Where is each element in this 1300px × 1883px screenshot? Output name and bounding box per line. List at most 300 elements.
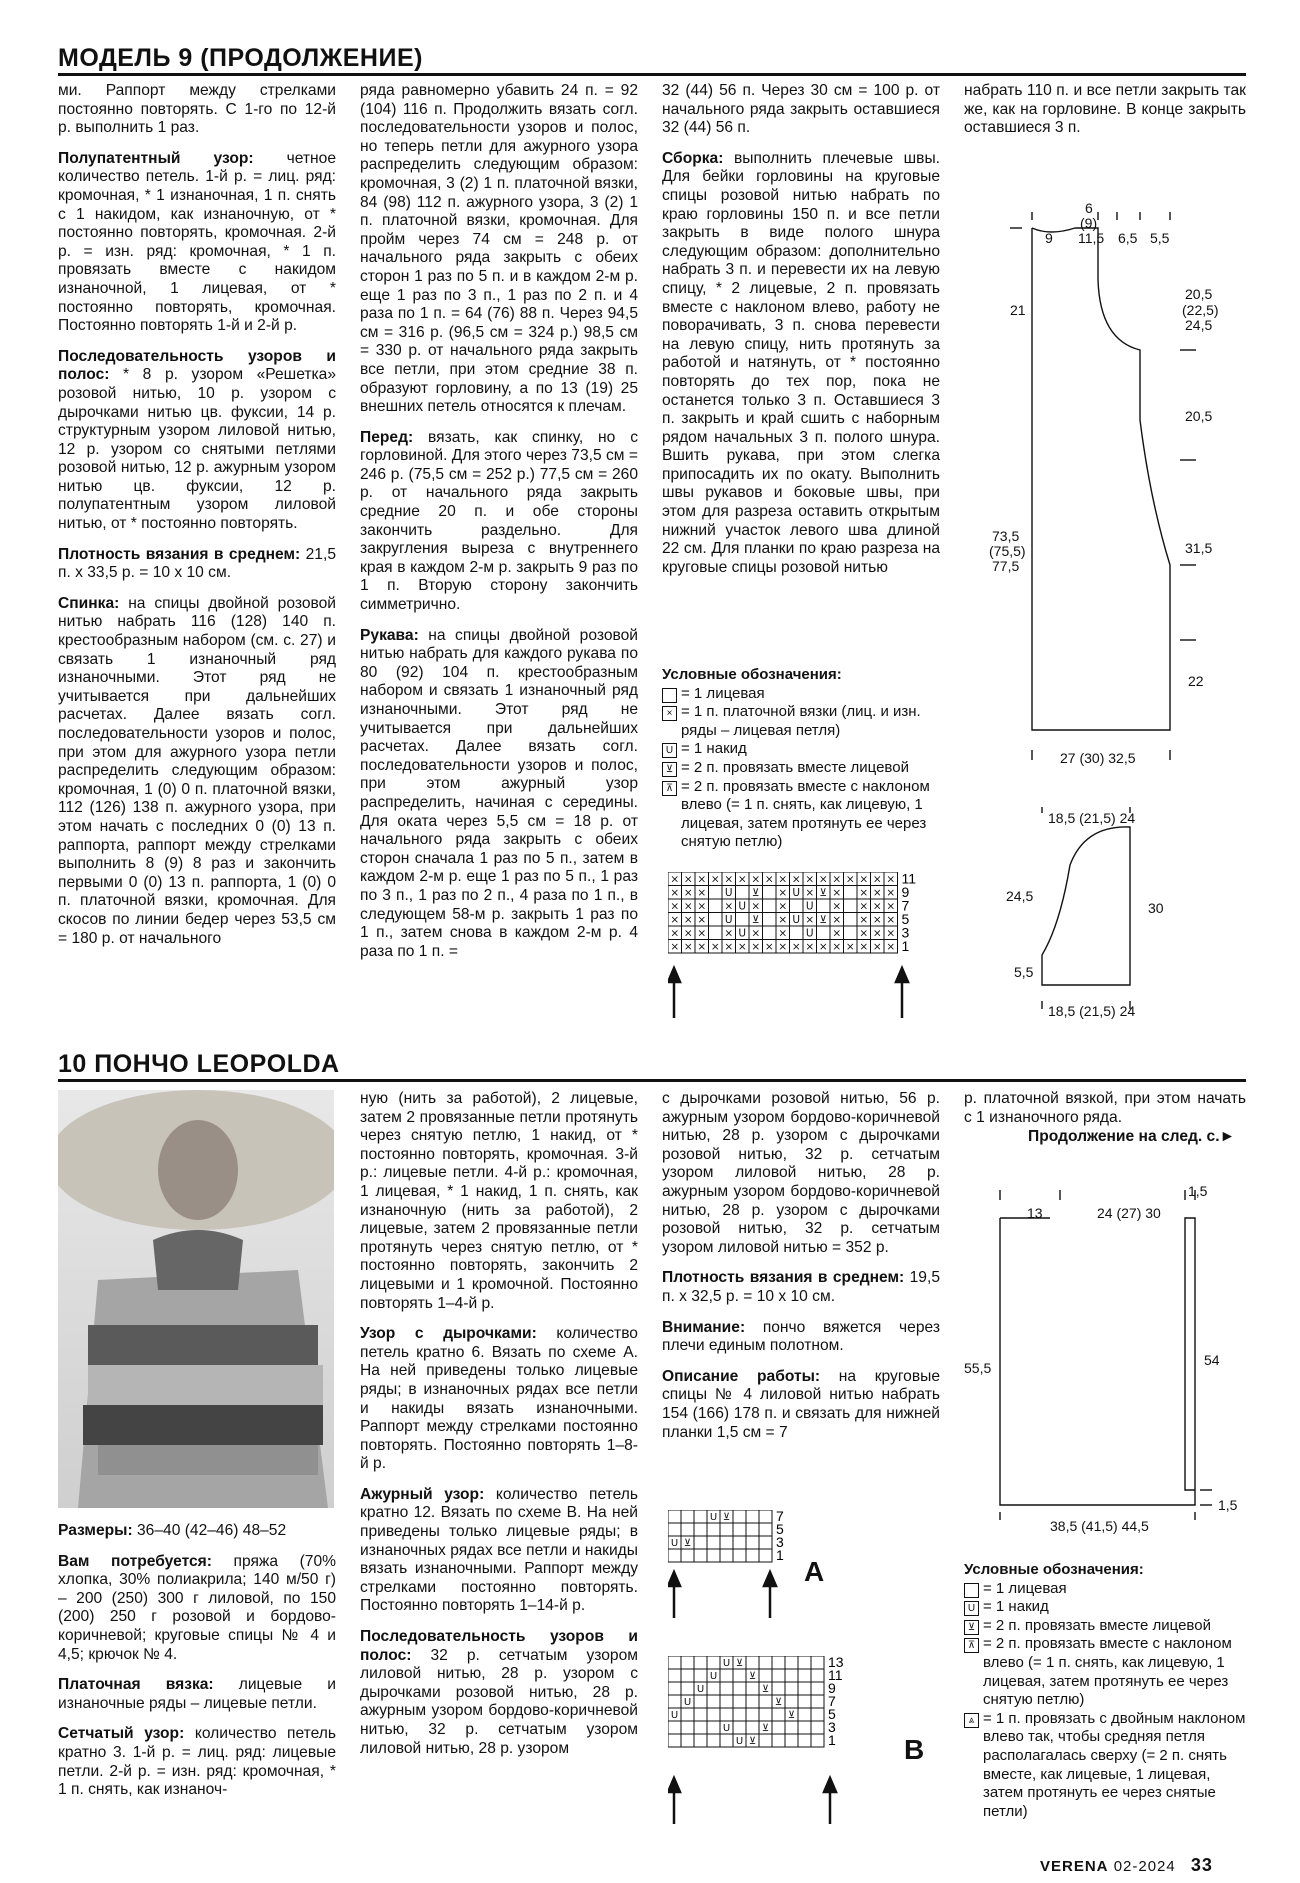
chart-cell — [790, 899, 804, 913]
model9-column-1 — [58, 82, 336, 960]
sleeve-right-dim: 30 — [1148, 900, 1164, 916]
chart-symbol: U — [724, 887, 733, 899]
chart-cell — [733, 1721, 746, 1734]
poncho-dim-13: 13 — [1027, 1205, 1043, 1221]
legend-text: = 1 лицевая — [681, 684, 765, 702]
chart-cell — [844, 886, 858, 900]
paragraph-text: * 8 р. узором «Решетка» розовой нитью, 10 р. узором с дырочками нитью цв. фуксии, 14 р. структурным узором лиловой нитью, 12 р. узором со снятыми петлями розовой нитью, 12 р. ажурным узором нитью цв. фуксии, 12 р. полупатентным узором лиловой нитью, от * постоянно повторять. — [58, 366, 336, 533]
chart-symbol: ⊻ — [787, 1710, 796, 1721]
legend-symbol-icon: × — [662, 706, 677, 721]
chart-symbol: × — [832, 927, 842, 940]
chart-symbol: × — [886, 927, 896, 940]
model10-col1-paragraph-2 — [58, 1676, 336, 1713]
chart-cell — [772, 1669, 785, 1682]
paragraph-heading: Последовательность узоров и полос: — [360, 1628, 638, 1664]
legend-symbol-icon — [662, 688, 677, 703]
poncho-schematic — [960, 1180, 1250, 1520]
dim-5-5: 5,5 — [1150, 230, 1170, 246]
paragraph-text: количество петель кратно 3. 1-й р. = лиц. ряд: лицевые петли. 2-й р. = изн. ряд: кромочная, * 1 п. снять, как изнаноч- — [58, 1725, 337, 1799]
dim-9-paren: (9) — [1080, 215, 1098, 231]
chart-symbol: × — [818, 873, 828, 886]
paragraph-heading: Рукава: — [360, 626, 419, 644]
chart-symbol: × — [670, 900, 680, 913]
model10-col3-paragraph-0 — [662, 1090, 940, 1257]
poncho-dim-bottom: 38,5 (41,5) 44,5 — [1050, 1518, 1149, 1534]
chart-symbol: × — [710, 941, 720, 953]
dim-75-5: (75,5) — [989, 543, 1026, 559]
legend-title-2: Условные обозначения: — [964, 1561, 1144, 1578]
poncho-outline — [1000, 1218, 1195, 1505]
chart-symbol: × — [859, 873, 869, 886]
chart-cell — [681, 1682, 694, 1695]
chart-symbol: × — [872, 914, 882, 926]
chart-symbol: × — [886, 941, 896, 953]
chart-cell — [733, 1510, 746, 1523]
chart-symbol: × — [764, 873, 774, 886]
chart-cell — [707, 1721, 720, 1734]
model10-col4-paragraph-0 — [964, 1090, 1246, 1127]
chart-cell — [707, 1682, 720, 1695]
chart-symbol: × — [832, 941, 842, 953]
chart-cell — [746, 1708, 759, 1721]
paragraph-text: пончо вяжется через плечи единым полотном. — [662, 1318, 940, 1355]
continue-note: Продолжение на след. с.► — [1028, 1128, 1235, 1145]
chart-symbol: × — [886, 914, 896, 926]
chart-row-label: 11 — [901, 872, 917, 887]
chart-cell — [746, 1523, 759, 1536]
legend-text: = 1 лицевая — [983, 1579, 1067, 1597]
chart-cell — [694, 1721, 707, 1734]
repeat-arrow-right-head — [896, 968, 908, 982]
chart-a-label: A — [804, 1556, 825, 1587]
chart-cell — [681, 1523, 694, 1536]
model10-col3-paragraph-2 — [662, 1319, 940, 1356]
chart-symbol: × — [805, 914, 815, 926]
paragraph-heading: Перед: — [360, 428, 414, 446]
chart-cell — [763, 926, 777, 940]
legend-item — [662, 740, 942, 759]
chart-symbol: × — [697, 914, 707, 926]
chart-symbol: U — [738, 927, 747, 940]
model9-col1-paragraph-1 — [58, 150, 336, 336]
chart-cell — [694, 1734, 707, 1747]
chart-cell — [785, 1721, 798, 1734]
chart-cell — [681, 1734, 694, 1747]
chart-symbol: U — [696, 1684, 705, 1695]
poncho-dim-54: 54 — [1204, 1352, 1220, 1368]
chart-row-label: 3 — [828, 1719, 836, 1735]
model10-column-3 — [662, 1090, 940, 1454]
chart-cell — [844, 913, 858, 927]
chart-symbol: × — [832, 914, 842, 926]
chart-row-label: 7 — [828, 1693, 836, 1709]
chart-row-label: 7 — [776, 1510, 784, 1524]
footer — [1040, 1855, 1213, 1876]
chart-cell — [707, 1536, 720, 1549]
chart-symbol: × — [886, 873, 896, 886]
chart-symbol: ⊻ — [683, 1538, 692, 1549]
legend-symbol-icon: U — [662, 743, 677, 758]
model9-column-3 — [662, 82, 940, 589]
dim-24-5: 24,5 — [1185, 317, 1213, 333]
paragraph-heading: Размеры: — [58, 1522, 133, 1539]
chart-cell — [772, 1708, 785, 1721]
paragraph-heading: Описание работы: — [662, 1367, 821, 1385]
dim-20-5-b: 20,5 — [1185, 408, 1213, 424]
model10-legend — [964, 1561, 1246, 1821]
model10-column-2 — [360, 1090, 638, 1770]
model9-col2-paragraph-1 — [360, 429, 638, 615]
chart-symbol: × — [778, 927, 788, 940]
model9-col1-paragraph-3 — [58, 546, 336, 583]
chart-cell — [668, 1734, 681, 1747]
chart-cell — [785, 1695, 798, 1708]
legend-text: = 2 п. провязать вместе лицевой — [983, 1616, 1211, 1634]
legend-item — [964, 1580, 1246, 1599]
chart-cell — [746, 1695, 759, 1708]
body-outline — [1032, 228, 1170, 730]
chart-symbol: × — [670, 914, 680, 926]
chart-cell — [759, 1734, 772, 1747]
model9-col1-paragraph-4 — [58, 595, 336, 948]
chart-symbol: ⊻ — [819, 887, 828, 899]
paragraph-text: пряжа (70% хлопка, 30% полиакрила; 140 м/50 г) – 200 (250) 300 г лиловой, по 150 (200) 250 г розовой и бордово-коричневой; круговые спицы № 4 и 4,5; крючок № 4. — [58, 1552, 337, 1663]
chart-cell — [759, 1708, 772, 1721]
chart-cell — [694, 1536, 707, 1549]
chart-cell — [694, 1708, 707, 1721]
chart-row-label: 7 — [901, 897, 910, 914]
chart-symbol: × — [683, 900, 693, 913]
paragraph-text: с дырочками розовой нитью, 56 р. ажурным узором бордово-коричневой нитью, 28 р. узором с дырочками розовой нитью, 32 р. сетчатым узором лиловой нитью, 28 р. ажурным узором бордово-коричневой нитью, 28 р. узором с дырочками розовой нитью, 32 р. сетчатым узором лиловой нитью = 352 р. — [662, 1090, 940, 1256]
model9-column-4 — [964, 82, 1246, 150]
chart-symbol: × — [791, 941, 801, 953]
chart-symbol: ⊻ — [761, 1684, 770, 1695]
chart-cell — [759, 1536, 772, 1549]
model10-col1-paragraph-1 — [58, 1553, 336, 1665]
chart-cell — [720, 1549, 733, 1562]
chart-cell — [811, 1721, 824, 1734]
chart-cell — [707, 1549, 720, 1562]
chart-cell — [694, 1510, 707, 1523]
legend-item — [662, 703, 942, 740]
chart-cell — [772, 1721, 785, 1734]
chart-symbol: × — [697, 927, 707, 940]
chart-symbol: × — [832, 873, 842, 886]
chart-cell — [733, 1695, 746, 1708]
chart-symbol: ⊻ — [751, 887, 760, 899]
chart-b-label: B — [904, 1734, 925, 1765]
chart-cell — [759, 1523, 772, 1536]
chart-cell — [707, 1656, 720, 1669]
chart-symbol: U — [735, 1736, 744, 1747]
chart-cell — [709, 886, 723, 900]
dim-6-5: 6,5 — [1118, 230, 1138, 246]
paragraph-heading: Внимание: — [662, 1318, 746, 1336]
chart-symbol: U — [792, 914, 801, 926]
chart-symbol: × — [845, 941, 855, 953]
model9-col4-paragraph-0 — [964, 82, 1246, 138]
chart-cell — [763, 899, 777, 913]
model9-stitch-chart — [668, 872, 928, 1022]
chart-symbol: × — [805, 873, 815, 886]
chart-symbol: × — [724, 927, 734, 940]
legend-symbol-icon: U — [964, 1601, 979, 1616]
chart-symbol: U — [709, 1512, 718, 1523]
chart-symbol: × — [859, 887, 869, 899]
chart-symbol: × — [683, 887, 693, 899]
legend-symbol-icon — [964, 1583, 979, 1598]
chart-symbol: U — [722, 1723, 731, 1734]
model10-col2-paragraph-2 — [360, 1486, 638, 1616]
paragraph-text: 36–40 (42–46) 48–52 — [132, 1522, 287, 1539]
chart-cell — [707, 1734, 720, 1747]
chart-symbol: × — [872, 873, 882, 886]
chart-cell — [759, 1669, 772, 1682]
chart-cell — [759, 1695, 772, 1708]
chart-cell — [720, 1669, 733, 1682]
model9-body-schematic — [1000, 200, 1200, 770]
chart-row-label: 1 — [828, 1732, 836, 1748]
chart-cell — [681, 1708, 694, 1721]
chart-symbol: × — [778, 900, 788, 913]
chart-row-label: 3 — [901, 924, 910, 941]
chart-cell — [707, 1708, 720, 1721]
chart-symbol: × — [737, 941, 747, 953]
model9-col2-paragraph-0 — [360, 82, 638, 417]
chart-cell — [746, 1549, 759, 1562]
chart-symbol: × — [670, 927, 680, 940]
chart-cell — [694, 1695, 707, 1708]
chart-symbol: ⊻ — [748, 1671, 757, 1682]
chart-symbol: × — [751, 900, 761, 913]
chart-symbol: U — [738, 900, 747, 913]
chart-symbol: × — [697, 941, 707, 953]
chart-cell — [811, 1669, 824, 1682]
legend-item — [662, 778, 942, 852]
legend-symbol-icon: ⊻ — [662, 762, 677, 777]
chart-cell — [746, 1656, 759, 1669]
paragraph-text: на спицы двойной розовой нитью набрать для каждого рукава по 80 (92) 104 п. крестообразным набором и связать 1 изнаночный ряд изнаночными. Этот ряд не учитывается при дальнейших расчетах. Далее вязать согл. последовательности узоров и полос, при этом ажурный узор распределить, начиная с середины. Для оката через 5,5 см = 18 р. от начального ряда закрыть с обеих сторон сначала 1 раз по 5 п., затем в каждом 2-м р. еще 1 раз по 5 п., 1 раз по 3 п., 1 раз по 2 п., 4 раза по 1 п., в следующем 58-м р. закрыть 1 раз по 1 п., затем снова в каждом 2-м р. 4 раза по 1 п. = — [360, 626, 638, 960]
chart-symbol: × — [751, 927, 761, 940]
chart-symbol: × — [751, 941, 761, 953]
chart-symbol: × — [872, 887, 882, 899]
chart-cell — [720, 1523, 733, 1536]
chart-cell — [709, 926, 723, 940]
paragraph-heading: Полупатентный узор: — [58, 149, 254, 167]
chart-symbol: ⊻ — [722, 1512, 731, 1523]
chart-symbol: U — [722, 1658, 731, 1669]
section-title-model10: 10 ПОНЧО LEOPOLDA — [58, 1050, 340, 1078]
model10-col2-paragraph-3 — [360, 1628, 638, 1758]
chart-cell — [720, 1682, 733, 1695]
chart-row-label: 11 — [828, 1667, 843, 1683]
chart-cell — [681, 1721, 694, 1734]
chart-symbol: × — [778, 873, 788, 886]
chart-symbol: U — [709, 1671, 718, 1682]
legend-item — [662, 759, 942, 778]
paragraph-text: ми. Раппорт между стрелками постоянно повторять. С 1-го по 12-й р. выполнить 1 раз. — [58, 82, 336, 137]
chart-cell — [681, 1656, 694, 1669]
chart-symbol: × — [859, 941, 869, 953]
paragraph-heading: Сетчатый узор: — [58, 1725, 185, 1743]
legend-text: = 1 п. платочной вязки (лиц. и изн. ряды – лицевая петля) — [681, 703, 921, 739]
chart-cell — [668, 1510, 681, 1523]
legend-item — [964, 1710, 1246, 1822]
paragraph-heading: Узор с дырочками: — [360, 1325, 537, 1343]
paragraph-text: ную (нить за работой), 2 лицевые, затем 2 провязанные петли протянуть через снятую петлю, 1 накид, от * постоянно повторять, кромочная. 3-й р.: лицевые петли. 4-й р.: кромочная, 1 лицевая, * 1 накид, 1 п. снять, как изнаночную (нить за работой), 2 лицевые, затем 2 провязанные петли протянуть через снятую петлю, от * постоянно повторять, закончить 2 лицевыми и 1 кромочной. Постоянно повторять 1–4-й р. — [360, 1090, 638, 1312]
chart-symbol: × — [872, 927, 882, 940]
chart-cell — [694, 1656, 707, 1669]
legend-title: Условные обозначения: — [662, 666, 842, 683]
chart-cell — [759, 1656, 772, 1669]
chart-cell — [720, 1734, 733, 1747]
paragraph-text: количество петель кратно 6. Вязать по схеме А. На ней приведены только лицевые ряды; в изнаночных рядах все петли и накиды вязать изнаночными. Раппорт между стрелками постоянно повторять. Постоянно повторять 1–8-й р. — [360, 1325, 638, 1473]
dim-11-5: 11,5 — [1078, 230, 1105, 246]
chart-symbol: U — [805, 900, 814, 913]
dim-width: 27 (30) 32,5 — [1060, 750, 1136, 766]
chart-cell — [733, 1708, 746, 1721]
paragraph-heading: Вам потребуется: — [58, 1552, 212, 1570]
chart-cell — [720, 1708, 733, 1721]
paragraph-text: 32 (44) 56 п. Через 30 см = 100 р. от начального ряда закрыть оставшиеся 32 (44) 56 п. — [662, 82, 940, 137]
sleeve-bottom-dim: 18,5 (21,5) 24 — [1048, 1003, 1136, 1019]
chart-cell — [668, 1656, 681, 1669]
legend-text: = 1 накид — [681, 740, 747, 758]
chart-row-label: 5 — [901, 911, 910, 927]
chart-cell — [733, 1682, 746, 1695]
chart-cell — [707, 1523, 720, 1536]
chart-symbol: × — [764, 941, 774, 953]
dim-22-5: (22,5) — [1182, 302, 1219, 318]
dim-9: 9 — [1045, 230, 1053, 246]
dim-6: 6 — [1085, 200, 1093, 216]
chart-cell — [785, 1734, 798, 1747]
chart-row-label: 5 — [776, 1521, 784, 1537]
poncho-dim-1-5-b: 1,5 — [1218, 1497, 1238, 1513]
chart-cell — [668, 1721, 681, 1734]
paragraph-text: 21,5 п. х 33,5 р. = 10 х 10 см. — [58, 545, 336, 582]
paragraph-text: вязать, как спинку, но с горловиной. Для этого через 73,5 см = 246 р. (75,5 см = 252 р.) 77,5 см = 260 р. от начального ряда закрыть средние 20 п. и обе стороны закончить раздельно. Для закругления выреза с внутреннего края в каждом 2-м р. закрыть 9 раз по 1 п. Вторую сторону закончить симметрично. — [360, 428, 638, 614]
chart-cell — [817, 899, 831, 913]
chart-symbol: × — [859, 927, 869, 940]
poncho-dim-top: 24 (27) 30 — [1097, 1205, 1161, 1221]
chart-symbol: × — [697, 900, 707, 913]
chart-cell — [668, 1695, 681, 1708]
chart-cell — [798, 1656, 811, 1669]
chart-cell — [746, 1510, 759, 1523]
paragraph-text: на спицы двойной розовой нитью набрать 116 (128) 140 п. крестообразным набором (см. с. 27) и связать 1 изнаночный ряд изнаночными. Этот ряд не учитывается при дальнейших расчетах. Далее вязать согл. последовательности узоров и полос, при этом для ажурного узора петли распределить следующим образом: кромочная, 1 (0) 0 п. платочной вязки, 112 (126) 138 п. ажурного узора, при этом начать с последних 0 (0) 13 п. раппорта, раппорт между стрелками выполнить 8 (9) 8 раз и закончить первыми 0 (0) 13 п. раппорта, 1 (0) 0 п. платочной вязки, кромочная. Для скосов по линии бедер через 53,5 см = 180 р. от начального — [58, 594, 336, 947]
chart-cell — [681, 1669, 694, 1682]
chart-cell — [772, 1734, 785, 1747]
model9-col1-paragraph-0 — [58, 82, 336, 138]
dim-21: 21 — [1010, 302, 1026, 318]
chart-cell — [772, 1682, 785, 1695]
chart-cell — [668, 1523, 681, 1536]
chart-cell — [811, 1656, 824, 1669]
chart-cell — [733, 1549, 746, 1562]
chart-symbol: × — [683, 873, 693, 886]
chart-cell — [811, 1695, 824, 1708]
chart-cell — [798, 1708, 811, 1721]
dim-22: 22 — [1188, 673, 1204, 689]
model10-col1-paragraph-0 — [58, 1522, 336, 1541]
poncho-dim-1-5: 1,5 — [1188, 1183, 1208, 1199]
chart-cell — [763, 913, 777, 927]
section-rule — [58, 73, 1246, 76]
chart-cell — [811, 1682, 824, 1695]
chart-symbol: × — [832, 887, 842, 899]
chart-cell — [733, 1523, 746, 1536]
chart-cell — [790, 926, 804, 940]
chart-cell — [746, 1721, 759, 1734]
chart-cell — [681, 1549, 694, 1562]
repeat-arrow-left-head — [668, 968, 680, 982]
chart-symbol: ⊻ — [748, 1736, 757, 1747]
legend-symbol-icon: ⊼ — [662, 781, 677, 796]
chart-row-label: 13 — [828, 1656, 844, 1670]
model10-col1-paragraph-3 — [58, 1725, 336, 1799]
legend-item — [964, 1617, 1246, 1636]
chart-cell — [720, 1536, 733, 1549]
chart-symbol: × — [872, 900, 882, 913]
model9-col1-paragraph-2 — [58, 348, 336, 534]
chart-symbol: × — [724, 941, 734, 953]
chart-cell — [785, 1656, 798, 1669]
paragraph-text: выполнить плечевые швы. Для бейки горловины на круговые спицы розовой нитью набрать по краю горловины 150 п. и все петли закрыть в виде полого шнура следующим образом: дополнительно набрать 3 п. и перевести их на левую спицу, * 2 лицевые, 2 п. провязать вместе с наклоном влево, работу не поворачивать, 3 п. снова перевести на левую спицу, нить протянуть за работой и натянуть, от * постоянно повторять до тех пор, пока не останется только 3 п. Оставшиеся 3 п. закрыть и край сшить с наборным рядом начальных 3 п. полого шнура. Вшить рукава, при этом слегка припосадить их по окату. Выполнить швы рукавов и боковые швы, при этом для разреза оставить открытым нижний участок левого шва длиной 22 см. Для планки по краю разреза на круговые спицы розовой нитью — [662, 149, 940, 576]
chart-symbol: × — [724, 873, 734, 886]
legend-text: = 2 п. провязать вместе лицевой — [681, 758, 909, 776]
model9-col2-paragraph-2 — [360, 627, 638, 962]
legend-text: = 1 накид — [983, 1598, 1049, 1616]
paragraph-text: на круговые спицы № 4 лиловой нитью набрать 154 (166) 178 п. и связать для нижней планки 1,5 см = 7 — [662, 1367, 941, 1441]
chart-symbol: × — [670, 873, 680, 886]
chart-symbol: U — [670, 1538, 679, 1549]
chart-symbol: × — [697, 887, 707, 899]
paragraph-heading: Последовательность узоров и полос: — [58, 347, 336, 384]
paragraph-heading: Ажурный узор: — [360, 1485, 485, 1503]
paragraph-text: 19,5 п. х 32,5 р. = 10 х 10 см. — [662, 1269, 940, 1305]
chart-cell — [811, 1734, 824, 1747]
chart-symbol: ⊻ — [735, 1658, 744, 1669]
chart-symbol: ⊻ — [761, 1723, 770, 1734]
chart-cell — [772, 1656, 785, 1669]
model10-col2-paragraph-1 — [360, 1325, 638, 1474]
legend-symbol-icon: ⩓ — [964, 1713, 979, 1728]
dim-20-5: 20,5 — [1185, 286, 1213, 302]
chart-symbol: × — [832, 900, 842, 913]
legend-text: = 2 п. провязать вместе с наклоном влево (= 1 п. снять, как лицевую, 1 лицевая, затем протянуть ее через снятую петлю) — [983, 1635, 1232, 1709]
chart-cell — [694, 1669, 707, 1682]
paragraph-text: р. платочной вязкой, при этом начать с 1 изнаночного ряда. — [964, 1090, 1246, 1126]
chart-symbol: × — [737, 873, 747, 886]
chart-symbol: × — [859, 900, 869, 913]
dim-77-5: 77,5 — [992, 558, 1020, 574]
chart-symbol: × — [697, 873, 707, 886]
footer-brand: VERENA — [1040, 1858, 1109, 1875]
chart-symbol: × — [872, 941, 882, 953]
paragraph-heading: Платочная вязка: — [58, 1676, 214, 1694]
chart-cell — [746, 1536, 759, 1549]
model9-legend — [662, 666, 942, 852]
chart-symbol: × — [818, 941, 828, 953]
chart-cell — [844, 926, 858, 940]
section-title-model9: МОДЕЛЬ 9 (ПРОДОЛЖЕНИЕ) — [58, 44, 423, 72]
chart-cell — [785, 1669, 798, 1682]
chart-row-label: 9 — [828, 1680, 836, 1696]
legend-symbol-icon: ⊼ — [964, 1638, 979, 1653]
chart-symbol: × — [670, 941, 680, 953]
chart-row-label: 3 — [776, 1534, 784, 1550]
